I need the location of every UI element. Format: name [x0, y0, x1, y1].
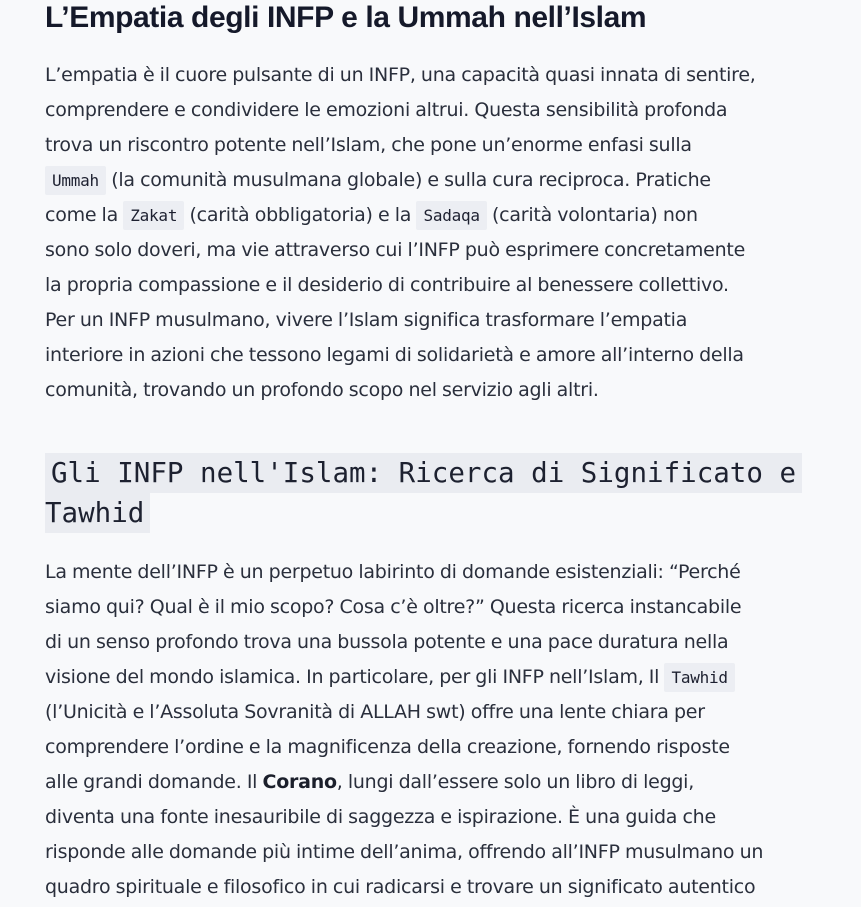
section-heading-empatia: L’Empatia degli INFP e la Ummah nell’Islam — [45, 1, 647, 34]
text-line: La mente dell’INFP è un perpetuo labirinto di domande esistenziali: “Perché — [45, 561, 741, 583]
bold-corano: Corano — [262, 771, 337, 793]
text-fragment: come la — [45, 204, 124, 226]
text-line: la propria compassione e il desiderio di contribuire al benessere collettivo. — [45, 274, 729, 296]
text-line: sono solo doveri, ma vie attraverso cui l’INFP può esprimere concretamente — [45, 239, 746, 261]
text-line — [45, 163, 835, 198]
text-line: (l’Unicità e l’Assoluta Sovranità di ALLAH swt) offre una lente chiara per — [45, 701, 705, 723]
text-fragment: alle grandi domande. Il — [45, 771, 263, 793]
paragraph-ricerca-significato — [45, 555, 835, 905]
text-line: comprendere e condividere le emozioni altrui. Questa sensibilità profonda — [45, 99, 728, 121]
text-line: risponde alle domande più intime dell’anima, offrendo all’INFP musulmano un — [45, 841, 764, 863]
text-line: L’empatia è il cuore pulsante di un INFP, una capacità quasi innata di sentire, — [45, 64, 756, 86]
text-line: siamo qui? Qual è il mio scopo? Cosa c’è oltre?” Questa ricerca instancabile — [45, 596, 742, 618]
paragraph-empatia — [45, 58, 835, 408]
text-fragment: , lungi dall’essere solo un libro di leggi, — [336, 771, 695, 793]
text-line: trova un riscontro potente nell’Islam, che pone un’enorme enfasi sulla — [45, 134, 692, 156]
text-line: di un senso profondo trova una bussola potente e una pace duratura nella — [45, 631, 729, 653]
text-line: diventa una fonte inesauribile di saggezza e ispirazione. È una guida che — [45, 806, 716, 828]
text-line — [45, 198, 835, 233]
text-line: comprendere l’ordine e la magnificenza della creazione, fornendo risposte — [45, 736, 730, 758]
inline-code-tawhid: Tawhid — [664, 663, 734, 692]
text-line: quadro spirituale e filosofico in cui radicarsi e trovare un significato autentico — [45, 876, 756, 898]
text-line: Per un INFP musulmano, vivere l’Islam significa trasformare l’empatia — [45, 309, 688, 331]
text-fragment: (carità volontaria) non — [486, 204, 698, 226]
text-fragment: (carità obbligatoria) e la — [184, 204, 417, 226]
inline-code-ummah: Ummah — [45, 166, 106, 195]
text-line: interiore in azioni che tessono legami di solidarietà e amore all’interno della — [45, 344, 744, 366]
inline-code-zakat: Zakat — [123, 201, 184, 230]
text-line — [45, 765, 835, 800]
text-fragment: visione del mondo islamica. In particolare, per gli INFP nell’Islam, Il — [45, 666, 665, 688]
text-fragment: (la comunità musulmana globale) e sulla cura reciproca. Pratiche — [105, 169, 711, 191]
heading-code-line: Gli INFP nell'Islam: Ricerca di Significato e — [45, 453, 802, 493]
text-line: comunità, trovando un profondo scopo nel servizio agli altri. — [45, 379, 599, 401]
text-line — [45, 660, 835, 695]
heading-code-line: Tawhid — [45, 493, 150, 533]
section-heading-ricerca-significato — [45, 453, 815, 533]
inline-code-sadaqa: Sadaqa — [416, 201, 486, 230]
